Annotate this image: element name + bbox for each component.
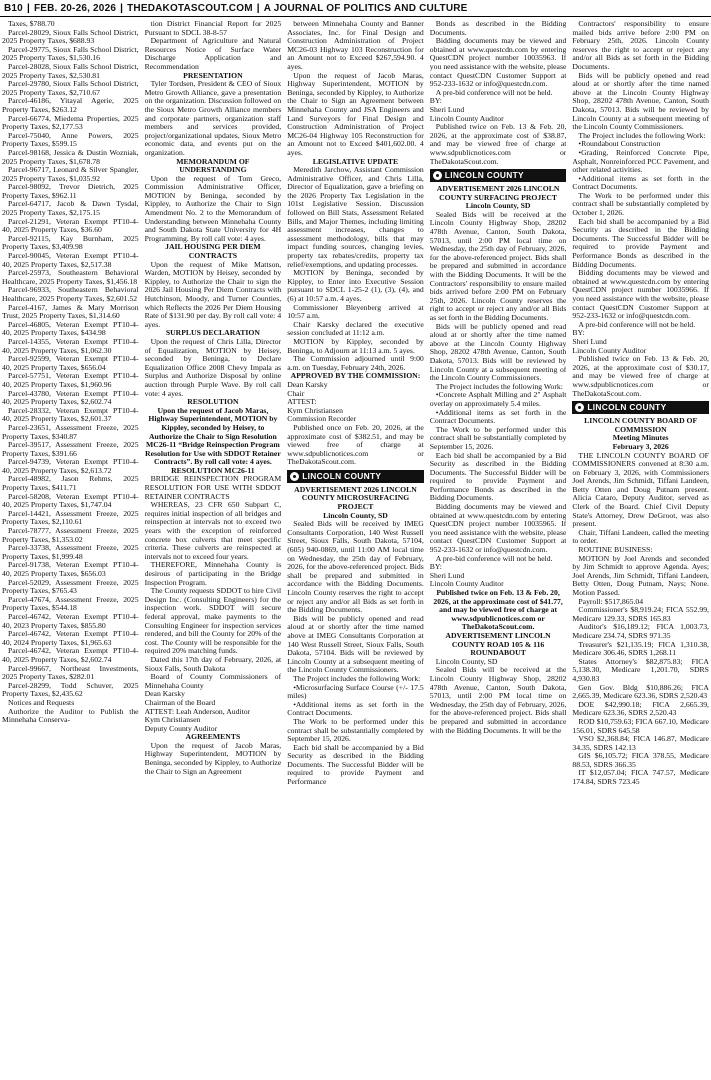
notice-paragraph: Parcel-46742, Veteran Exempt PT10-4-40, 2023 Property Taxes, $855.80 [2,611,139,630]
notice-paragraph: •Additional items as set forth in the Contract Documents. [429,407,567,426]
notice-paragraph: Published twice on Feb. 13 & Feb. 20, 2026, at the approximate cost of $41.77, and may be viewed free of charge at www.sdpublicnotices.com or TheDakotaScout.com. [433,588,563,632]
notice-paragraph: Dean Karsky [144,689,185,699]
notice-paragraph: Meredith Jarchow, Assistant Commission Administrative Officer, and Chris Lilla, Director of Equalization, gave a briefing on the 2026 Property Tax Legislation in the 101st Legislative Session. Discussion followed on Bill Stats, Assessment Related Bills, and Major Themes, including limiting assessment increases, changes to assessment methodology, bills that may impact funding sources, changing levies, property tax rebates/credits, property tax relief/exemptions, and updating processes. [287,165,424,269]
section-banner [287,470,424,483]
section-banner [430,169,567,182]
notice-paragraph: Gen Gov. Bldg $10,886.26; FICA 2,665.39, Medicare 623.36, SDRS 2,520.43 [572,682,709,701]
notice-paragraph: Bids will be publicly opened and read aloud at or shortly after the time named above at the Lincoln County Highway Shop, 28202 478th Avenue, Canton, South Dakota, 57013. Bids will be reviewed by Lincoln County at a subsequent meeting of the Lincoln County Commissioners. [429,321,567,383]
site-name[interactable]: THEDAKOTASCOUT.COM [127,2,253,14]
notice-paragraph: Parcel-14421, Assessment Freeze, 2025 Property Taxes, $2,110.61 [2,508,139,527]
notice-paragraph: Parcel-14355, Veteran Exempt PT10-4-40, 2025 Property Taxes, $1,062.30 [2,336,139,355]
notice-paragraph: Sealed Bids will be received at the Lincoln County Highway Shop, 28202 478th Avenue, Canton, South Dakota, 57013, until 2:00 PM local time on Wednesday, the 25th day of February, 2026, for the above-referenced project. Bids shall be prepared and submitted in accordance with the Bidding Documents. It will be the [429,665,567,735]
notice-paragraph: Meeting Minutes [612,433,669,443]
notice-paragraph: between Minnehaha County and Banner Associates, Inc. for Final Design and Construction Administration of Project MC26-03 Highway 103 Reconstruction for an Amount not to Exceed $267,594.90. 4 ayes. [287,20,424,71]
notice-paragraph: RESOLUTION [187,397,239,407]
notice-paragraph: Parcel-96933, Southeastern Behavioral Healthcare, 2025 Property Taxes, $2,601.52 [2,285,139,303]
notice-paragraph: Each bid shall be accompanied by a Bid Security as described in the Bidding Documents. The Successful Bidder will be required to provide Payment and Performance [287,742,424,787]
notice-paragraph: Chair [287,388,305,398]
notice-paragraph: Parcel-29775, Sioux Falls School District, 2025 Property Taxes, $1,530.16 [2,44,139,63]
notice-paragraph: Parcel-48982, Jason Rehms, 2025 Property Taxes, $411.71 [2,474,139,493]
column-1 [2,20,139,1078]
notice-paragraph: Sheri Lund [429,104,465,114]
masthead-separator: | [256,2,260,14]
notice-paragraph: Parcel-46186, Yitayal Agerie, 2025 Property Taxes, $263.12 [2,96,139,114]
notice-paragraph: •Roundabout Construction [578,139,661,149]
notice-paragraph: MOTION by Joel Arends and seconded by Jim Schmidt to approve Agenda. Ayes; Joel Arends, Jim Schmidt, Tiffani Landeen, Betty Otten, Doug Putnam, Nays; None. Motion Passed. [572,553,709,597]
notice-paragraph: A pre-bid conference will not be held. [435,553,553,563]
notice-paragraph: •Additional items as set forth in the Contract Documents. [287,699,424,718]
notice-paragraph: Parcel-66774, Miedema Properties, 2025 Property Taxes, $2,177.53 [2,113,139,132]
notice-paragraph: LEGISLATIVE UPDATE [312,156,399,166]
notice-paragraph: •Concrete Asphalt Milling and 2" Asphalt overlay on approximately 5.4 miles. [429,390,567,408]
notice-paragraph: IT $12,057.04; FICA 747.57, Medicare 174.84, SDRS 723.45 [572,768,709,787]
page-number: B10 [4,2,23,14]
notice-paragraph: ATTEST: Leah Anderson, Auditor [144,706,251,716]
notice-paragraph: Parcel-96717, Leonard & Silver Spangler, 2025 Property Taxes, $1,035.92 [2,165,139,183]
notice-paragraph: Auditor's $16,189.12; FICA 1,003.73, Medicare 234.74, SDRS 971.35 [572,622,709,640]
masthead-separator: | [120,2,124,14]
notice-columns [2,20,709,1078]
notice-paragraph: GIS $6,105.72; FICA 378.55, Medicare 88.53, SDRS 366.35 [572,751,709,769]
notice-paragraph: Upon the request of Mike Mattson, Warden, MOTION by Heisey, seconded by Kippley, to Authorize the Chair to sign the 2026 Jail Housing Per Diem Contracts with Hutchinson, Moody, and Turner Counties, which Reflects the 2026 Per Diem Housing Rate of $131.90 per day. By roll call vote: 4 ayes. [144,259,282,329]
notice-paragraph: MOTION by Beninga, seconded by Kippley, to Enter into Executive Session pursuant to SDCL 1-25-2 (1), (3), (4), and (6) at 10:57 a.m. 4 ayes. [287,268,424,303]
notice-paragraph: THE LINCOLN COUNTY BOARD OF COMMISSIONERS convened at 8:30 a.m. on February 3, 2026, with Commissioners Joel Arends, Jim Schmidt, Tiffani Landeen, Betty Otten and Doug Putnam present. Alicia Cataro, Deputy Auditor, served as Clerk of the Board. Chief Civil Deputy State's Attorney, Drew DeGroot, was also present. [572,450,709,529]
notice-paragraph: Sealed Bids will be received by IMEG Consultants Corporation, 140 West Russell Street, Sioux Falls, South Dakota, 57104, (605) 940-0869, until 11:00 AM local time on Wednesday, the 25th day of February, 2026, for the above-referenced project. Bids shall be prepared and submitted in accordance with the Bidding Documents. Lincoln County reserves the right to accept or reject any and/or all Bids as set forth in the Bidding Documents. [287,519,424,615]
notice-paragraph: Notices and Requests [8,697,75,707]
section-banner-label: LINCOLN COUNTY [302,471,382,482]
column-5 [572,20,709,1078]
notice-paragraph: Parcel-28332, Veteran Exempt PT10-4-40, 2025 Property Taxes, $2,601.37 [2,405,139,424]
notice-paragraph: Lincoln County Auditor [429,113,504,123]
notice-paragraph: Lincoln County, SD [465,201,531,211]
notice-paragraph: Commissioner's $8,919.24; FICA 552.99, Medicare 129.33, SDRS 165.83 [572,605,709,623]
notice-paragraph: Parcel-33738, Assessment Freeze, 2025 Property Taxes, $1,999.48 [2,543,139,561]
notice-paragraph: Sealed Bids will be received at the Lincoln County Highway Shop, 28202 478th Avenue, Canton, South Dakota, 57013, until 2:00 PM local time on Wednesday, the 25th day of February, 2026, for the above-referenced project. Bids shall be prepared and submitted in accordance with the Bidding Documents. It will be the Contractors' responsibility to ensure mailed bids arrived before 2:00 PM on February 25th, 2026. Lincoln County reserves the right to accept or reject any and/or all Bids as set forth in the Bidding Documents. [429,209,567,322]
notice-paragraph: VSO $2,368.84; FICA 146.87, Medicare 34.35, SDRS 142.13 [572,734,709,752]
notice-paragraph: Authorize the Auditor to Publish the Minnehaha Conserva- [2,706,139,725]
notice-paragraph: Parcel-98168, Jessica & Dustin Wozniak, 2025 Property Taxes, $1,678.78 [2,147,139,166]
notice-paragraph: A pre-bid conference will not be held. [578,319,696,329]
notice-paragraph: Parcel-58208, Veteran Exempt PT10-4-40, 2025 Property Taxes, $1,747.04 [2,491,139,510]
section-banner-label: LINCOLN COUNTY [587,402,667,413]
notice-paragraph: APPROVED BY THE COMMISSION: [290,371,421,381]
notice-paragraph: Dean Karsky [287,379,328,389]
notice-paragraph: Upon the request of Tom Greco, Commission Administrative Officer, MOTION by Beninga, seconded by Kippley, to Authorize the Chair to Sign Amendment No. 2 to the Memorandum of Understanding between Minnehaha County and South Dakota State University for 4H Programming. By roll call vote: 4 ayes. [144,173,282,243]
notice-paragraph: RESOLUTION MC26-11 [171,465,255,475]
tagline: A JOURNAL OF POLITICS AND CULTURE [263,2,468,14]
notice-paragraph: BY: [429,96,442,106]
notice-paragraph: Parcel-28028, Sioux Falls School District, 2025 Property Taxes, $2,530.81 [2,61,139,80]
notice-paragraph: Parcel-92115, Kay Burnham, 2025 Property Taxes, $3,409.98 [2,233,139,252]
notice-paragraph: States Attorney's $82,875.83; FICA 5,138.30, Medicare 1,201.70, SDRS 4,930.83 [572,656,709,683]
notice-paragraph: ADVERTISEMENT LINCOLN COUNTY ROAD 105 & 116 ROUNDABOUT [445,630,551,658]
section-banner-label: LINCOLN COUNTY [444,170,524,181]
notice-paragraph: Bids will be publicly opened and read aloud at or shortly after the time named above at IMEG Consultants Corporation at 140 West Russell Street, Sioux Falls, South Dakota, 57104. Bids will be reviewed by Lincoln County at a subsequent meeting of the Lincoln County Commissioners. [287,613,424,675]
notice-paragraph: •Grading, Reinforced Concrete Pipe, Asphalt, Nonreinforced PCC Pavement, and other related activities. [572,147,709,175]
notice-paragraph: DOE $42,990.18; FICA 2,665.39, Medicare 623.36, SDRS 2,520.43 [572,699,709,718]
notice-paragraph: Chair, Tiffani Landeen, called the meeting to order. [572,527,709,546]
notice-paragraph: Parcel-98092, Trevor Dietrich, 2025 Property Taxes, $962.11 [2,182,139,200]
notice-paragraph: Parcel-4167, James & Mary Morrison Trust, 2025 Property Taxes, $1,314.60 [2,302,139,321]
notice-paragraph: Each bid shall be accompanied by a Bid Security as described in the Bidding Documents. The Successful Bidder will be required to provide Payment and Performance Bonds as described in the Bidding Documents. [429,450,567,503]
notice-paragraph: Parcel-47674, Assessment Freeze, 2025 Property Taxes, $544.18 [2,594,139,613]
notice-paragraph: The Commission adjourned until 9:00 a.m. on Tuesday, February 24th, 2026. [287,354,424,372]
notice-paragraph: Parcel-23651, Assessment Freeze, 2025 Property Taxes, $340.87 [2,422,139,441]
notice-paragraph: Lincoln County, SD [323,510,388,520]
notice-paragraph: Sheri Lund [572,336,607,346]
notice-paragraph: Bidding documents may be viewed and obtained at www.questcdn.com by entering QuestCDN project number 10035965. If you need assistance with the website, please contact QuestCDN Customer Support at 952-233-1632 or info@questcdn.com. [429,502,567,555]
notice-paragraph: Upon the request of Jacob Maras, Highway Superintendent, MOTION by Beninga, seconded by Kippley, to Authorize the Chair to Sign an Agreement between Minnehaha County and JSA Engineers and Land Surveyors for Final Design and Construction Administration of Project MC26-04 Highway 105 Reconstruction for an Amount not to Exceed $401,602.00. 4 ayes. [287,70,424,157]
notice-paragraph: BRIDGE REINSPECTION PROGRAM RESOLUTION FOR USE WITH SDDOT RETAINER CONTRACTS [144,474,282,501]
notice-paragraph: Payroll: $517,865.04 [578,596,644,606]
notice-paragraph: Parcel-29780, Sioux Falls School District, 2025 Property Taxes, $2,710.67 [2,79,139,97]
notice-paragraph: The Project includes the following Work: [435,381,563,391]
notice-paragraph: Parcel-78777, Assessment Freeze, 2025 Property Taxes, $1,353.02 [2,526,139,544]
notice-paragraph: Upon the request of Jacob Maras, Highway Superintendent, MOTION by Kippley, seconded by Heisey, to Authorize the Chair to Sign Resolution MC26-11 “Bridge Reinspection Program Resolution for Use with SDDOT Retainer Contracts”. By roll call vote: 4 ayes. [145,405,281,467]
notice-paragraph: Each bid shall be accompanied by a Bid Security as described in the Bidding Documents. The Successful Bidder will be required to provide Payment and Performance Bonds as described in the Bidding Documents. [572,216,709,269]
notice-paragraph: PRESENTATION [183,70,243,80]
notice-paragraph: THEREFORE, Minnehaha County is desirous of participating in the Bridge Inspection Program. [144,560,282,587]
notice-paragraph: Parcel-91738, Veteran Exempt PT10-4-40, 2025 Property Taxes, $656.03 [2,560,139,578]
notice-paragraph: Parcel-92599, Veteran Exempt PT10-4-40, 2025 Property Taxes, $656.04 [2,354,139,372]
notice-paragraph: The Work to be performed under this contract shall be substantially completed by October 1, 2026. [572,190,709,218]
map-pin-icon [433,171,442,180]
notice-paragraph: Published once on Feb. 20, 2026, at the approximate cost of $382.51, and may be viewed free of charge at www.sdpublicnotices.com or TheDakotaScout.com. [287,422,424,467]
notice-paragraph: Contractors' responsibility to ensure mailed bids arrive before 2:00 PM on February 25th, 2026. Lincoln County reserves the right to accept or reject any and/or all Bids as set forth in the Bidding Documents. [572,20,709,71]
notice-paragraph: Sheri Lund [429,570,465,580]
masthead-separator: | [26,2,30,14]
notice-paragraph: Lincoln County, SD [435,656,498,666]
notice-paragraph: Published twice on Feb. 13 & Feb. 20, 2026, at the approximate cost of $38.87, and may be viewed free of charge at www.sdpublicnotices.com or TheDakotaScout.com. [429,122,567,166]
notice-paragraph: Parcel-64717, Jacob & Dawn Tysdal, 2025 Property Taxes, $2,175.15 [2,199,139,218]
notice-paragraph: Parcel-25973, Southeastern Behavioral Healthcare, 2025 Property Taxes, $1,456.18 [2,268,139,286]
map-pin-icon [575,403,584,412]
notice-paragraph: LINCOLN COUNTY BOARD OF COMMISSION [584,416,698,434]
notice-paragraph: Parcel-43780, Veteran Exempt PT10-4-40, 2025 Property Taxes, $2,602.74 [2,388,139,407]
notice-paragraph: Parcel-99667, Northeast Investments, 2025 Property Taxes, $282.01 [2,663,139,682]
notice-paragraph: Lincoln County Auditor [429,579,504,589]
map-pin-icon [290,472,299,481]
notice-paragraph: Chairman of the Board [144,697,216,707]
notice-paragraph: BY: [572,328,585,338]
notice-paragraph: Parcel-90045, Veteran Exempt PT10-4-40, 2025 Property Taxes, $2,517.38 [2,251,139,269]
masthead [0,0,711,17]
notice-paragraph: The Work to be performed under this contract shall be substantially completed by September 15, 2026. [429,424,567,451]
notice-paragraph: ROD $10,759.63; FICA 667.10, Medicare 156.01, SDRS 645.58 [572,716,709,735]
notice-paragraph: Parcel-57751, Veteran Exempt PT10-4-40, 2025 Property Taxes, $1,960.96 [2,371,139,389]
notice-paragraph: Lincoln County Auditor [572,345,647,355]
notice-paragraph: Parcel-52029, Assessment Freeze, 2025 Property Taxes, $765.43 [2,577,139,596]
notice-paragraph: Upon the request of Jacob Maras, Highway Superintendent, MOTION by Beninga, seconded by Kippley, to Authorize the Chair to Sign an Agreement [144,740,282,776]
notice-paragraph: Tyler Tordsen, President & CEO of Sioux Metro Growth Alliance, gave a presentation on the organization. Discussion followed on the Sioux Metro Growth Alliance members and corporate partners, organization staff members and services provided, project/organizational updates, Sioux Metro economic data, and events put on the organization. [144,79,282,157]
notice-paragraph: Kym Christiansen [144,715,201,725]
issue-date: FEB. 20-26, 2026 [33,2,117,14]
notice-paragraph: tion District Financial Report for 2025 Pursuant to SDCL 38-8-57 [144,20,282,37]
notice-paragraph: Bidding documents may be viewed and obtained at www.questcdn.com by entering QuestCDN project number 10035963. If you need assistance with the website, please contact QuestCDN Customer Support at 952-233-1632 or info@questcdn.com. [429,36,567,89]
notice-paragraph: Department of Agriculture and Natural Resources Notice of Surface Water Discharge Application and Recommendation [144,36,282,71]
notice-paragraph: ATTEST: [287,397,317,407]
column-2 [145,20,282,1078]
column-3 [287,20,424,1078]
notice-paragraph: WHEREAS, 23 CFR 650 Subpart C, requires initial inspection of all bridges and reinspection at intervals not to exceed two years with the exception of reinforced concrete box culverts that meet specific criteria. These culverts are reinspected at intervals not to exceed four years. [144,500,282,561]
notice-paragraph: Published twice on Feb. 13 & Feb. 20, 2026, at the approximate cost of $30.17, and may be viewed free of charge at www.sdpublicnotices.com or TheDakotaScout.com. [572,354,709,398]
notice-paragraph: Commissioner Bleyenberg arrived at 10:57 a.m. [287,302,424,321]
notice-paragraph: SURPLUS DECLARATION [165,328,260,338]
notice-paragraph: The Work to be performed under this contract shall be substantially completed by September 15, 2026. [287,716,424,744]
notice-paragraph: Taxes, $788.70 [8,20,55,28]
notice-paragraph: Parcel-46742, Veteran Exempt PT10-4-40, 2025 Property Taxes, $2,602.74 [2,646,139,664]
notice-paragraph: The Project includes the following Work: [293,673,421,683]
notice-paragraph: February 3, 2026 [612,441,669,451]
notice-paragraph: JAIL HOUSING PER DIEM CONTRACTS [165,242,261,261]
notice-paragraph: Commission Recorder [287,414,357,424]
notice-paragraph: Kym Christiansen [287,405,343,415]
notice-paragraph: A pre-bid conference will not be held. [435,87,553,97]
notice-paragraph: Bonds as described in the Bidding Documents. [429,20,567,37]
notice-paragraph: •Microsurfacing Surface Course (+/- 17.5 miles) [287,682,424,701]
notice-paragraph: •Additional items as set forth in the Contract Documents. [572,173,709,192]
notice-paragraph: Parcel-39517, Assessment Freeze, 2025 Property Taxes, $391.66 [2,440,139,458]
notice-paragraph: Treasurer's $21,135.19; FICA 1,310.38, Medicare 306.46, SDRS 1,268.11 [572,639,709,658]
notice-paragraph: Deputy County Auditor [144,723,218,733]
notice-paragraph: The Project includes the following Work: [578,130,706,140]
notice-paragraph: BY: [429,562,442,572]
notice-paragraph: Chair Karsky declared the executive session concluded at 11:12 a.m. [287,319,424,338]
notice-paragraph: Parcel-46805, Veteran Exempt PT10-4-40, 2025 Property Taxes, $434.98 [2,319,139,338]
section-banner [572,401,709,414]
notice-paragraph: Bidding documents may be viewed and obtained at www.questcdn.com by entering QuestCDN project number 10035966. If you need assistance with the website, please contact QuestCDN Customer Support at 952-233-1632 or info@questcdn.com. [572,268,709,321]
notice-paragraph: MOTION by Kippley, seconded by Beninga, to Adjourn at 11:13 a.m. 5 ayes. [287,336,424,355]
notice-paragraph: Parcel-94739, Veteran Exempt PT10-4-40, 2025 Property Taxes, $2,613.72 [2,457,139,475]
notice-paragraph: Parcel-75040, Anne Powers, 2025 Property Taxes, $599.15 [2,130,139,149]
notice-paragraph: Parcel-28029, Sioux Falls School District, 2025 Property Taxes, $688.93 [2,27,139,46]
notice-paragraph: Parcel-28299, Todd Schuver, 2025 Property Taxes, $2,435.62 [2,680,139,699]
notice-paragraph: Upon the request of Chris Lilla, Director of Equalization, MOTION by Heisey, seconded by Beninga, to Declare Equalization Office 2008 Chevy Impala as Surplus and Authorize Disposal by online auction through Purple Wave. By roll call vote: 4 ayes. [144,336,282,398]
notice-paragraph: ROUTINE BUSINESS: [578,545,653,555]
column-4 [430,20,567,1078]
notice-paragraph: MEMORANDUM OF UNDERSTANDING [176,156,250,175]
notice-paragraph: Bids will be publicly opened and read aloud at or shortly after the time named above at the Lincoln County Highway Shop, 28202 478th Avenue, Canton, South Dakota, 57013. Bids will be reviewed by Lincoln County at a subsequent meeting of the Lincoln County Commissioners. [572,70,709,132]
notice-paragraph: Parcel-21291, Veteran Exempt PT10-4-40, 2025 Property Taxes, $36.60 [2,216,139,235]
notice-paragraph: Parcel-46742, Veteran Exempt PT10-4-40, 2024 Property Taxes, $1,965.63 [2,629,139,647]
notice-paragraph: ADVERTISEMENT 2026 LINCOLN COUNTY MICROSURFACING PROJECT [294,484,417,512]
notice-paragraph: Dated this 17th day of February, 2026, at Sioux Falls, South Dakota [144,654,282,673]
notice-paragraph: The County requests SDDOT to hire Civil Design Inc. (Consulting Engineers) for the inspection work. SDDOT will secure federal approval, make payments to the Consulting Engineer for inspection services rendered, and bill the County for 20% of the cost. The County will be responsible for the required 20% matching funds. [144,586,282,656]
notice-paragraph: Board of County Commissioners of Minnehaha County [144,672,282,690]
notice-paragraph: ADVERTISEMENT 2026 LINCOLN COUNTY SURFACING PROJECT [436,184,560,202]
notice-paragraph: AGREEMENTS [185,732,241,742]
